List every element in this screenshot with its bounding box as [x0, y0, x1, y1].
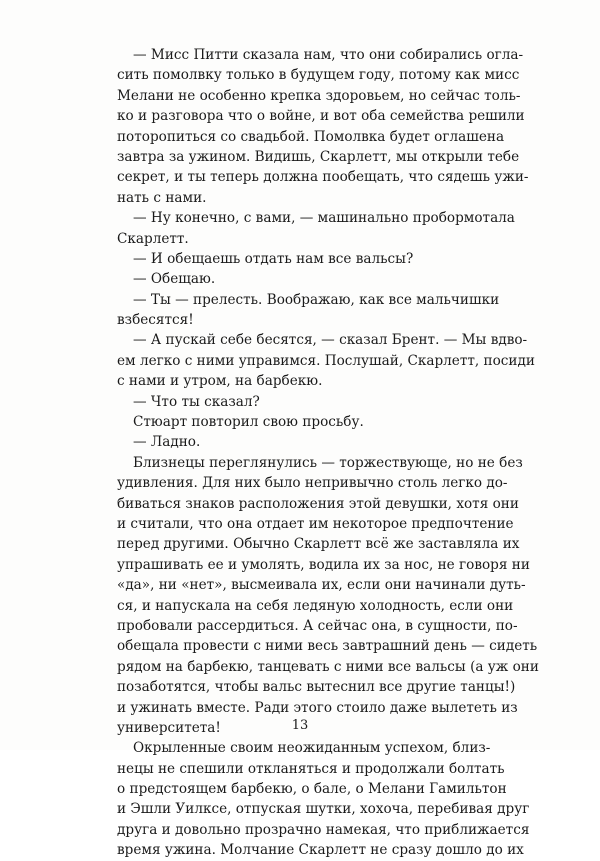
text-line: поторопиться со свадьбой. Помолвка будет оглашена	[117, 128, 505, 145]
text-line: — Ты — прелесть. Воображаю, как все мальчишки	[133, 291, 500, 308]
body-text	[117, 45, 539, 861]
text-line: — А пускай себе бесятся, — сказал Брент. — Мы вдво-	[133, 332, 528, 349]
text-line: упрашивать ее и умолять, водила их за нос, не говоря ни	[117, 556, 530, 573]
text-line: рядом на барбекю, танцевать с ними все вальсы (а уж они	[117, 658, 539, 675]
text-line: «да», ни «нет», высмеивала их, если они начинали дуть-	[117, 577, 526, 594]
text-line: ся, и напускала на себя ледяную холодность, если они	[117, 597, 514, 614]
text-line: секрет, и ты теперь должна пообещать, что сядешь ужи-	[117, 169, 529, 186]
text-line: нать с нами.	[117, 189, 207, 206]
text-line: и ужинать вместе. Ради этого стоило даже вылететь из	[117, 699, 518, 716]
text-line: время ужина. Молчание Скарлетт не сразу дошло до их	[117, 842, 524, 859]
text-line: Мелани не особенно крепка здоровьем, но сейчас толь-	[117, 87, 521, 104]
text-line: Стюарт повторил свою просьбу.	[133, 414, 364, 431]
text-line: взбесятся!	[117, 312, 194, 329]
text-line: — Мисс Питти сказала нам, что они собирались огла-	[133, 47, 524, 63]
text-line: Скарлетт.	[117, 230, 189, 247]
text-line: о предстоящем барбекю, о бале, о Мелани Гамильтон	[117, 781, 507, 798]
text-line: обещала провести с ними весь завтрашний день — сидеть	[117, 638, 538, 655]
text-line: сить помолвку только в будущем году, потому как мисс	[117, 67, 520, 84]
text-line: университета!	[117, 719, 221, 736]
page-number: 13	[291, 718, 309, 733]
text-line: — Обещаю.	[133, 271, 216, 288]
text-line: ко и разговора что о войне, и вот оба семейства решили	[117, 108, 525, 125]
text-line: пробовали рассердиться. А сейчас она, в сущности, по-	[117, 617, 518, 634]
text-line: Окрыленные своим неожиданным успехом, близ-	[133, 740, 491, 757]
text-line: удивления. Для них было непривычно столь легко до-	[117, 475, 508, 492]
text-line: — Ну конечно, с вами, — машинально пробормотала	[133, 210, 515, 227]
text-line: позаботятся, чтобы вальс вытеснил все другие танцы!)	[117, 679, 516, 696]
text-line: Близнецы переглянулись — торжествующе, но не без	[133, 454, 523, 471]
text-line: — И обещаешь отдать нам все вальсы?	[133, 250, 414, 267]
text-line: — Ладно.	[133, 434, 201, 451]
text-line: нецы не спешили откланяться и продолжали болтать	[117, 760, 505, 777]
text-line: перед другими. Обычно Скарлетт всё же заставляла их	[117, 536, 520, 553]
text-line: друга и довольно прозрачно намекая, что приближается	[117, 821, 530, 838]
text-line: и считали, что она отдает им некоторое предпочтение	[117, 515, 514, 532]
text-line: с нами и утром, на барбекю.	[117, 373, 323, 390]
text-line: и Эшли Уилксе, отпуская шутки, хохоча, перебивая друг	[117, 801, 530, 818]
text-line: завтра за ужином. Видишь, Скарлетт, мы открыли тебе	[117, 148, 520, 165]
text-line: — Что ты сказал?	[133, 393, 260, 410]
text-line: ем легко с ними управимся. Послушай, Скарлетт, посиди	[117, 352, 535, 369]
text-line: биваться знаков расположения этой девушки, хотя они	[117, 495, 519, 512]
